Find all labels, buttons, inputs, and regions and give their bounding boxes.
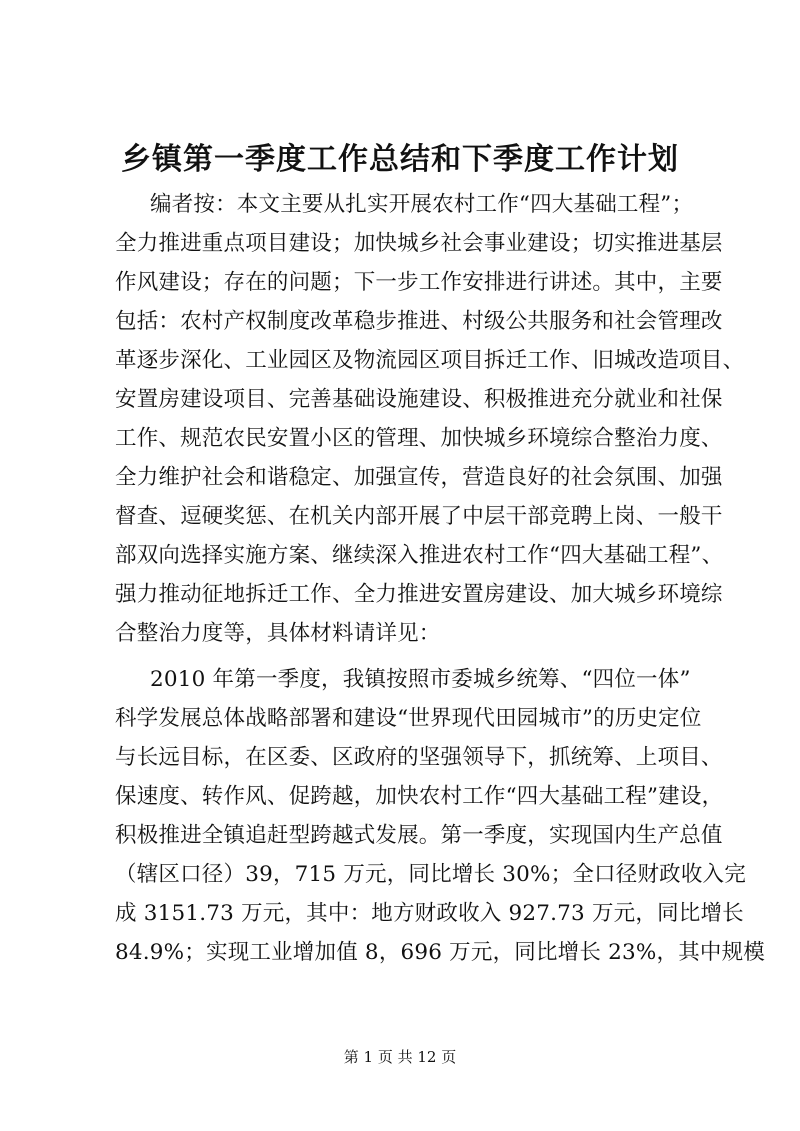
paragraph-line: 全力推进重点项目建设；加快城乡社会事业建设；切实推进基层: [115, 231, 723, 256]
paragraph-line: 作风建设；存在的问题；下一步工作安排进行讲述。其中，主要: [115, 270, 723, 295]
paragraph-line: 督查、逗硬奖惩、在机关内部开展了中层干部竞聘上岗、一般干: [115, 504, 723, 529]
paragraph-line: 部双向选择实施方案、继续深入推进农村工作“四大基础工程”、: [115, 543, 724, 568]
page-number-footer: 第 1 页 共 12 页: [343, 1048, 457, 1066]
paragraph-line: 包括：农村产权制度改革稳步推进、村级公共服务和社会管理改: [115, 309, 723, 334]
paragraph-line: （辖区口径）39，715 万元，同比增长 30%；全口径财政收入完: [115, 862, 746, 887]
paragraph-line: 科学发展总体战略部署和建设“世界现代田园城市”的历史定位: [115, 706, 702, 731]
paragraph-line: 84.9%；实现工业增加值 8，696 万元，同比增长 23%，其中规模: [115, 940, 766, 965]
paragraph-line: 全力维护社会和谐稳定、加强宣传，营造良好的社会氛围、加强: [115, 465, 723, 490]
paragraph-line: 强力推动征地拆迁工作、全力推进安置房建设、加大城乡环境综: [115, 582, 723, 607]
document-title: 乡镇第一季度工作总结和下季度工作计划: [121, 142, 679, 177]
paragraph-line: 保速度、转作风、促跨越，加快农村工作“四大基础工程”建设，: [115, 784, 724, 809]
paragraph-line: 编者按：本文主要从扎实开展农村工作“四大基础工程”；: [150, 192, 694, 217]
paragraph-line: 革逐步深化、工业园区及物流园区项目拆迁工作、旧城改造项目、: [115, 348, 745, 373]
paragraph-line: 成 3151.73 万元，其中：地方财政收入 927.73 万元，同比增长: [115, 901, 744, 926]
paragraph-line: 与长远目标，在区委、区政府的坚强领导下，抓统筹、上项目、: [115, 745, 723, 770]
paragraph-line: 2010 年第一季度，我镇按照市委城乡统筹、“四位一体”: [150, 667, 691, 692]
paragraph-line: 安置房建设项目、完善基础设施建设、积极推进充分就业和社保: [115, 387, 723, 412]
paragraph-line: 工作、规范农民安置小区的管理、加快城乡环境综合整治力度、: [115, 426, 723, 451]
paragraph-line: 积极推进全镇追赶型跨越式发展。第一季度，实现国内生产总值: [115, 823, 723, 848]
paragraph-line: 合整治力度等，具体材料请详见：: [115, 621, 441, 646]
